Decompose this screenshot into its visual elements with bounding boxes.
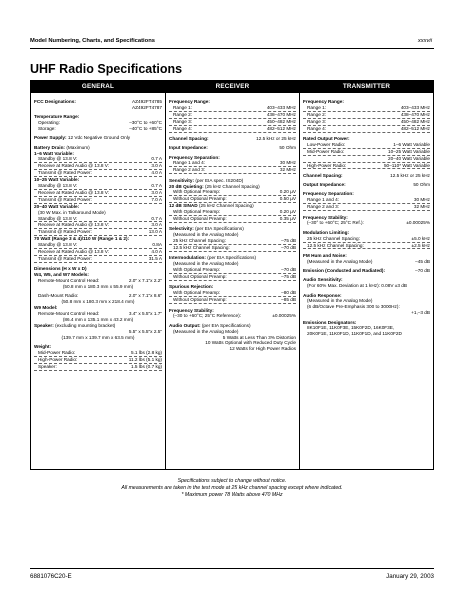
spec-value: 1–6 Watt Variable [393,141,430,147]
selectivity-label: Selectivity: [169,226,194,232]
spec-value: ±0.00025% [406,220,430,226]
spec-value: 5.1 lbs (2.8 kg) [130,349,162,355]
channel-spacing-label: Channel Spacing: [169,135,209,141]
spec-label: Operating: [38,120,60,126]
spec-label: Range 3: [173,118,193,124]
dims-label: Dimensions (H x W x D) [34,266,87,272]
spec-value: 30 MHz [413,197,430,203]
w9-label: W9 Model: [34,305,58,311]
spec-value: 403–433 MHz [266,104,296,110]
spec-value: ±0.00025% [272,313,296,319]
spec-label: (–30° to +60°C; 25°C Ref.): [307,220,364,226]
spec-label: Dash-Mount Radio: [38,293,79,299]
emissions-designators-line: 20K0F1E, 11K0F1D, 11K0F1D, and 11K0F2D [307,331,402,337]
spec-value: –70 dB [281,267,296,273]
spec-value: 3.0 A [151,189,162,195]
spec-label: 12.5 kHz Channel Spacing: [173,245,230,251]
spec-label: Range 2: [307,111,327,117]
spec-metric: (50.8 mm x 180.3 mm x 55.9 mm) [62,284,134,290]
general-column [31,94,165,469]
sens-12db-label: 12 dB SINAD [169,203,198,209]
freq-stability-label: Frequency Stability: [169,307,214,313]
spec-value: 0.8A [152,242,162,248]
spec-value: 3.0 A [151,163,162,169]
spec-value: –70 dB [281,245,296,251]
spec-label: Standby @ 13.8 V: [38,156,78,162]
fcc-value: AZ492FT4787 [132,104,162,110]
intermod-label: Intermodulation: [169,255,206,261]
footer-rule [30,568,434,569]
group-label: 1–6 Watt Variable: [34,150,74,156]
spec-value: 13.0 A [148,229,162,235]
spec-value: 0.50 µV [279,196,296,202]
sens-12db-note: (25 kHz Channel Spacing) [198,203,254,209]
spec-value: –40°C to +85°C [129,126,162,131]
spec-label: Transmit @ Rated Power: [38,229,92,235]
spec-value: 10–25 Watt Variable [388,148,430,154]
group-label: 20–40 Watt Variable: [34,203,80,209]
spec-label: Without Optional Preamp: [173,216,227,222]
freq-range-label: Frequency Range: [303,99,344,104]
battery-drain-label: Battery Drain: [34,144,65,150]
speaker-note: (excluding mounting bracket) [55,322,116,328]
sens-20db-note: (25 kHz Channel Spacing) [204,183,260,189]
spec-value: 20–40 Watt Variable [388,155,430,161]
freq-sep-label: Frequency Separation: [303,191,354,197]
spec-label: 12.5 kHz Channel Spacing: [307,242,364,248]
spec-label: Receive at Rated Audio @ 13.8 V: [38,249,110,255]
spec-value: 31.5 A [148,256,162,261]
spurious-label: Spurious Rejection: [169,284,214,290]
battery-drain-note: (Maximum) [66,144,90,150]
audio-output-line: 12 Watts for High Power Radios [229,346,296,352]
spec-label: 25 kHz Channel Spacing: [307,235,360,241]
emissions-designators-label: Emissions Designators: [303,319,357,325]
input-impedance-label: Input Impedance: [169,145,208,151]
spec-value: 438–470 MHz [400,111,430,117]
spec-label: Without Optional Preamp: [173,196,227,202]
spec-value: 2.0" x 7.1"x 2.2" [128,278,162,284]
spec-label: Range 1 and 4: [173,160,206,166]
spec-value: 0.7 A [151,156,162,162]
audio-output-label: Audio Output: [169,322,201,328]
spec-label: Transmit @ Rated Power: [38,196,92,202]
spec-value: 5.5" x 5.5"x 2.5" [128,328,162,334]
spec-value: 50 Ohm [413,182,430,188]
spec-value: 12.5 kHz or 25 kHz [390,172,430,178]
spec-label: Standby @ 13.8 V: [38,242,78,248]
audio-response-label: Audio Response: [303,292,342,298]
spec-label: Range 4: [307,125,327,131]
spec-value: 4.0 A [151,170,162,176]
spec-value: ±5.0 kHz [411,235,430,241]
doc-date: January 29, 2003 [386,573,434,580]
spec-label: Without Optional Preamp: [173,274,227,280]
spec-value: 0.7 A [151,183,162,189]
spec-value: 482–512 MHz [400,125,430,131]
spec-label: High-Power Radio: [38,356,78,362]
page-title: UHF Radio Specifications [30,62,183,76]
temp-label: Temperature Range: [34,114,80,120]
spec-metric: (50.8 mm x 180.3 mm x 218.4 mm) [61,299,135,305]
spec-value: 50–110* Watt Variable [383,162,430,168]
spec-label: Range 4: [173,125,193,131]
fcc-value: AZ492FT4785 [132,99,162,104]
footnote: All measurements are taken in the test mode at 25 kHz channel spacing except where indicated. [121,485,343,491]
audio-response-value: +1,–3 dB [411,310,430,316]
sens-20db-label: 20 dB Quieting: [169,183,204,189]
audio-output-sub: (Measured in the Analog Mode) [173,328,239,334]
spec-label: With Optional Preamp: [173,209,221,215]
spec-value: 403–433 MHz [400,104,430,110]
fm-hum-label: FM Hum and Noise: [303,252,347,258]
column-header-receiver: RECEIVER [166,81,299,93]
spec-label: With Optional Preamp: [173,267,221,273]
spec-label: Transmit @ Rated Power: [38,256,92,261]
audio-sensitivity-label: Audio Sensitivity: [303,277,343,283]
selectivity-note: (per EIA Specifications) [195,226,244,232]
spec-label: Without Optional Preamp: [173,297,227,303]
group-label: 10–25 Watt Variable: [34,177,80,183]
spec-value: 0.35 µV [279,216,296,222]
group-note: (30 W Max. in Talkaround Mode) [38,209,106,215]
spec-label: Range 1 and 4: [307,197,340,203]
spec-value: 30 MHz [279,160,296,166]
spec-label: Range 1: [307,104,327,110]
group-label: 70 Watt (Range 3 & 4)/110 W (Range 1 & 2): [34,236,130,242]
intermod-sub: (Measured in the Analog Mode) [173,261,239,267]
freq-stability-label: Frequency Stability: [303,214,348,220]
spec-value: 438–470 MHz [266,111,296,117]
spec-value: ±2.5 kHz [411,242,430,248]
freq-sep-label: Frequency Separation: [169,154,220,160]
spec-label: Mid-Power Radio: [38,349,76,355]
spec-label: With Optional Preamp: [173,189,221,195]
sensitivity-label: Sensitivity: [169,177,195,183]
footnote: Specifications subject to change without notice. [177,478,287,484]
column-header-general: GENERAL [31,81,165,93]
weight-label: Weight: [34,343,52,349]
spec-label: Range 2 and 3: [307,204,340,210]
spec-label: Standby @ 13.8 V: [38,215,78,221]
spec-label: Receive at Rated Audio @ 13.8 V: [38,222,110,228]
column-header-transmitter: TRANSMITTER [300,81,433,93]
channel-spacing-label: Channel Spacing: [303,172,343,178]
output-impedance-label: Output Impedance: [303,182,346,188]
header-rule [30,48,434,49]
spec-metric: (86.4 mm x 135.1 mm x 43.2 mm) [62,316,134,322]
spec-value: 450–482 MHz [400,118,430,124]
spec-label: Transmit @ Rated Power: [38,170,92,176]
rated-output-label: Rated Output Power: [303,135,350,141]
selectivity-sub: (Measured in the Analog Mode) [173,232,239,238]
spec-value: 2.0" x 7.1"x 8.6" [128,293,162,299]
spec-value: –70 dB [415,268,430,274]
spec-label: Storage: [38,126,56,131]
spec-label: High-Power Radio: [307,162,347,168]
spec-value: 12.5 kHz or 25 kHz [256,135,296,141]
spec-value: –75 dB [281,238,296,244]
audio-sensitivity-value: (For 60% Max. Deviation at 1 kHz): 0.08V ±3 dB [307,283,408,289]
spec-value: 4.0 A [151,249,162,255]
spec-value: 50 Ohm [279,145,296,151]
spec-value: 7.0 A [151,196,162,202]
spec-table [30,80,434,470]
sensitivity-note: (per EIA spec. IS204D) [195,177,244,183]
audio-response-sub: (Measured in the Analog Mode) [307,298,373,304]
spec-value: –85 dB [281,297,296,303]
spec-value: 3.4" x 5.5"x 1.7" [128,311,162,317]
doc-number: 6881076C20-E [30,573,72,580]
spec-label: Range 2 and 3: [173,167,206,173]
spec-value: 1.5 lbs (0.7 kg) [130,363,162,369]
spec-value: –45 dB [415,258,430,264]
spec-value: 32 MHz [413,204,430,210]
spec-label: With Optional Preamp: [173,290,221,296]
spec-label: Receive at Rated Audio @ 13.8 V: [38,163,110,169]
emissions-designators-line: 8K10F1E, 11K0F3E, 15K0F2D, 16K0F3E, [307,325,395,331]
modulation-label: Modulation Limiting: [303,229,350,235]
speaker-label: Speaker: [34,322,54,328]
spec-label: Range 1: [173,104,193,110]
spec-label: Mid-Power Radio: [307,148,345,154]
audio-output-line: 5 Watts at Less Than 3% Distortion [222,334,296,340]
spec-label: Standby @ 13.8 V: [38,183,78,189]
audio-output-note: (per EIA Specifications) [201,322,251,328]
footnote: * Maximum power 78 Watts above 470 MHz [181,492,283,498]
page-header [30,38,432,44]
spec-label: 25 kHz Channel Spacing: [173,238,226,244]
spec-label: Remote-Mount Control Head: [38,311,100,317]
power-supply-value: 12 Vdc Negative Ground Only [67,135,131,141]
spec-value: 482–512 MHz [266,125,296,131]
spec-label: Low-Power Radio: [307,141,346,147]
spec-value: –75 dB [281,274,296,280]
spec-label: Range 3: [307,118,327,124]
audio-output-line: 10 Watts Optional with Reduced Duty Cycle [205,340,296,346]
spec-label: (Measured in the Analog Mode) [307,258,373,264]
page-number: xxxvii [417,38,432,44]
intermod-note: (per EIA Specifications) [207,255,257,261]
spec-label: Speaker: [38,363,57,369]
spec-value: 450–482 MHz [266,118,296,124]
spec-value: 0.20 µV [279,189,296,195]
spec-label: Range 2: [173,111,193,117]
spec-metric: (139.7 mm x 139.7 mm x 63.5 mm) [61,334,135,340]
receiver-column [166,94,299,469]
freq-range-label: Frequency Range: [169,99,210,104]
spec-label: Receive at Rated Audio @ 13.8 V: [38,189,110,195]
footnotes [30,478,434,499]
spec-label: Remote-Mount Control Head: [38,278,100,284]
power-supply-label: Power Supply: [34,135,67,141]
spec-value: 0.7 A [151,215,162,221]
audio-response-sub: (6 dB/Octave Pre-Emphasis 300 to 3000Hz): [307,304,400,310]
spec-value: 32 MHz [279,167,296,173]
spec-value: 3.0 A [151,222,162,228]
transmitter-column [300,94,433,469]
spec-value: –30°C to +60°C [129,120,162,126]
spec-value: 11.2 lbs (5.1 kg) [128,356,162,362]
section-title: Model Numbering, Charts, and Specifications [30,38,155,44]
dims-models: W4, W5, and W7 Models: [34,272,89,278]
spec-value: 0.20 µV [279,209,296,215]
spec-value: –80 dB [281,290,296,296]
emission-label: Emission (Conducted and Radiated): [303,268,386,274]
spec-label: (–30 to +60°C; 25°C Reference): [173,313,241,319]
fcc-label: FCC Designations: [34,99,76,104]
